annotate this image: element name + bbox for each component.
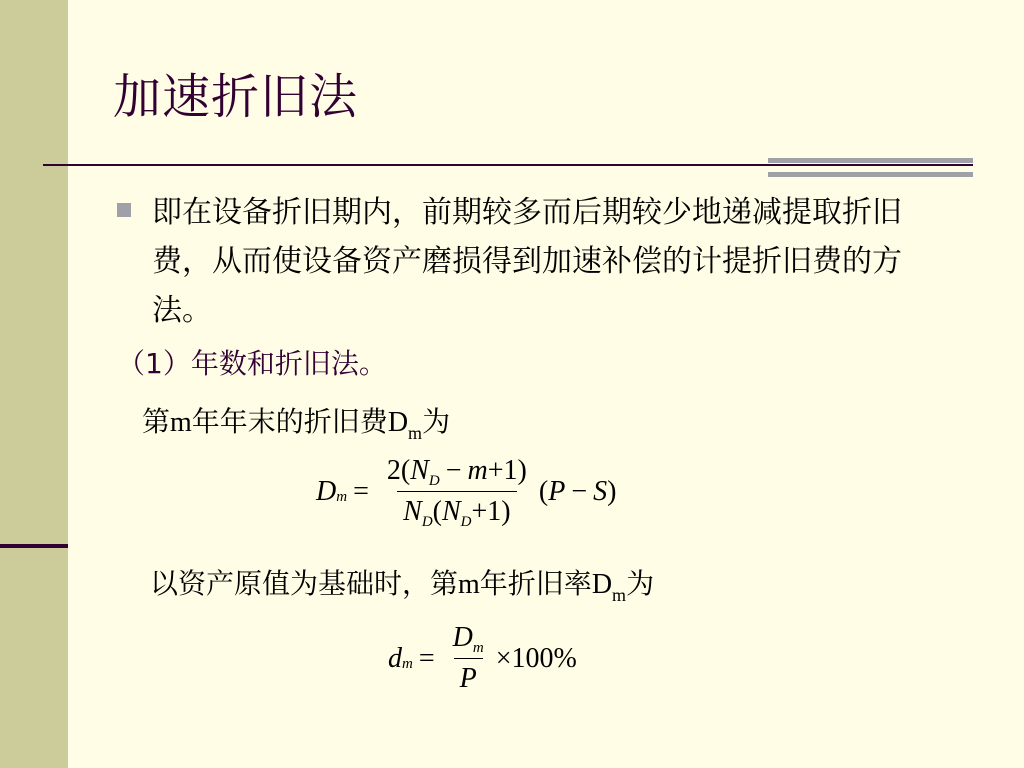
f1-tail: (P − S) [538,475,617,507]
left-bar-divider [0,544,68,548]
line2-D: D [591,569,613,600]
depreciation-rate-formula [388,622,577,695]
f2-lhs: d [388,642,402,674]
f1-lhs-sub: m [336,489,348,505]
title-accent-bar-bottom [768,172,973,177]
definition-paragraph: 即在设备折旧期内，前期较多而后期较少地递减提取折旧费，从而使设备资产磨损得到加速补偿的计提折旧费的方法。 [152,195,902,328]
line1-sub: m [408,423,423,443]
line2-suffix: 为 [626,567,655,600]
slide-title: 加速折旧法 [113,69,359,125]
line1-prefix: 第 [142,405,171,438]
line1-D: D [387,407,409,438]
f2-equals: = [418,642,435,674]
line1-middle: 年年末的折旧费 [191,405,388,438]
f1-lhs: D [316,475,337,507]
section-heading: （1）年数和折旧法。 [117,347,387,380]
f1-denominator: $N_D(N_D+1)$ [397,491,517,528]
line1-m: m [170,407,192,438]
rate-intro-line [150,562,655,605]
line2-prefix: 以资产原值为基础时，第 [150,567,459,600]
bullet-square-icon [117,203,131,217]
title-underline [43,164,973,166]
line2-m: m [458,569,480,600]
sum-of-years-formula [316,455,616,528]
f2-fraction [447,622,490,695]
f1-equals: = [353,475,369,507]
line2-middle: 年折旧率 [479,567,592,600]
f2-value: 100% [511,642,577,674]
line2-sub: m [612,585,627,605]
f1-fraction [381,455,533,528]
f2-times: × [495,642,512,674]
depreciation-intro-line [142,400,451,443]
left-decorative-bar [0,0,68,768]
title-accent-bar-top [768,158,973,163]
f1-numerator: $2(N_D - m+1)$ [386,455,527,489]
line1-suffix: 为 [422,405,451,438]
f2-lhs-sub: m [402,656,413,672]
f2-numerator: $D_m$ [452,622,484,656]
f2-denominator: P [454,658,483,695]
